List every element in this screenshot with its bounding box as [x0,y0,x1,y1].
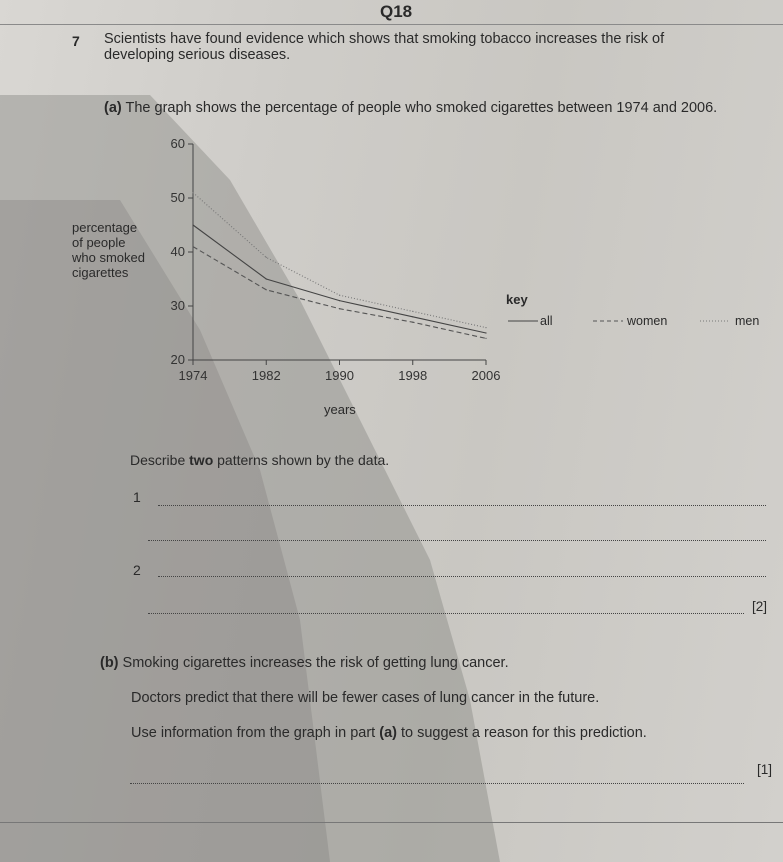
answer-line-2b[interactable] [148,613,744,614]
x-tick-label: 1990 [325,368,354,383]
y-axis-label-line1: percentage [72,220,138,235]
key-title: key [506,292,528,307]
key-label-all: all [540,314,553,328]
key-label-women: women [627,314,668,328]
question-id: Q18 [380,2,413,21]
x-tick-label: 1974 [178,368,208,383]
answer-line-1b[interactable] [148,540,766,541]
key-swatches [0,0,783,430]
instruction-bold: two [189,452,214,468]
answer-line-2a[interactable] [158,576,766,577]
key-label-men: men [735,314,760,328]
y-tick-label: 30 [170,298,185,313]
part-b-text1: Smoking cigarettes increases the risk of getting lung cancer. [122,655,509,671]
y-axis-label-line2: of people [72,235,126,250]
question-intro-line1: Scientists have found evidence which shows that smoking tobacco increases the risk of [104,31,665,47]
y-tick-label: 50 [170,190,185,205]
x-tick-label: 1982 [251,368,281,383]
part-b-intro [100,655,509,671]
text3-pre: Use information from the graph in part [131,725,380,741]
text3-bold: (a) [379,725,397,741]
y-tick-label: 20 [170,352,185,367]
question-intro-line2: developing serious diseases. [104,47,291,63]
part-a-label: (a) [104,100,122,116]
part-b-text3 [131,725,647,741]
y-tick-label: 60 [170,136,185,151]
part-a-instruction [130,452,389,468]
answer-line-1a[interactable] [158,505,766,506]
part-a-text: The graph shows the percentage of people who smoked cigarettes between 1974 and 2006. [125,100,718,116]
part-b-label: (b) [100,655,119,671]
text3-post: to suggest a reason for this prediction. [396,725,647,741]
bottom-divider [0,822,783,823]
question-number: 7 [72,33,80,49]
instruction-post: patterns shown by the data. [213,452,390,468]
part-b-text2: Doctors predict that there will be fewer cases of lung cancer in the future. [131,690,600,706]
y-tick-label: 40 [170,244,185,259]
y-axis-label-line4: cigarettes [72,265,129,280]
part-a-marks: [2] [752,599,768,614]
x-tick-label: 1998 [398,368,428,383]
x-tick-label: 2006 [471,368,501,383]
answer-number-2: 2 [133,562,141,578]
instruction-pre: Describe [130,452,190,468]
y-axis-label-line3: who smoked [72,250,145,265]
answer-number-1: 1 [133,489,141,505]
part-b-marks: [1] [757,762,773,777]
answer-line-b[interactable] [130,783,744,784]
x-axis-label: years [324,402,356,417]
